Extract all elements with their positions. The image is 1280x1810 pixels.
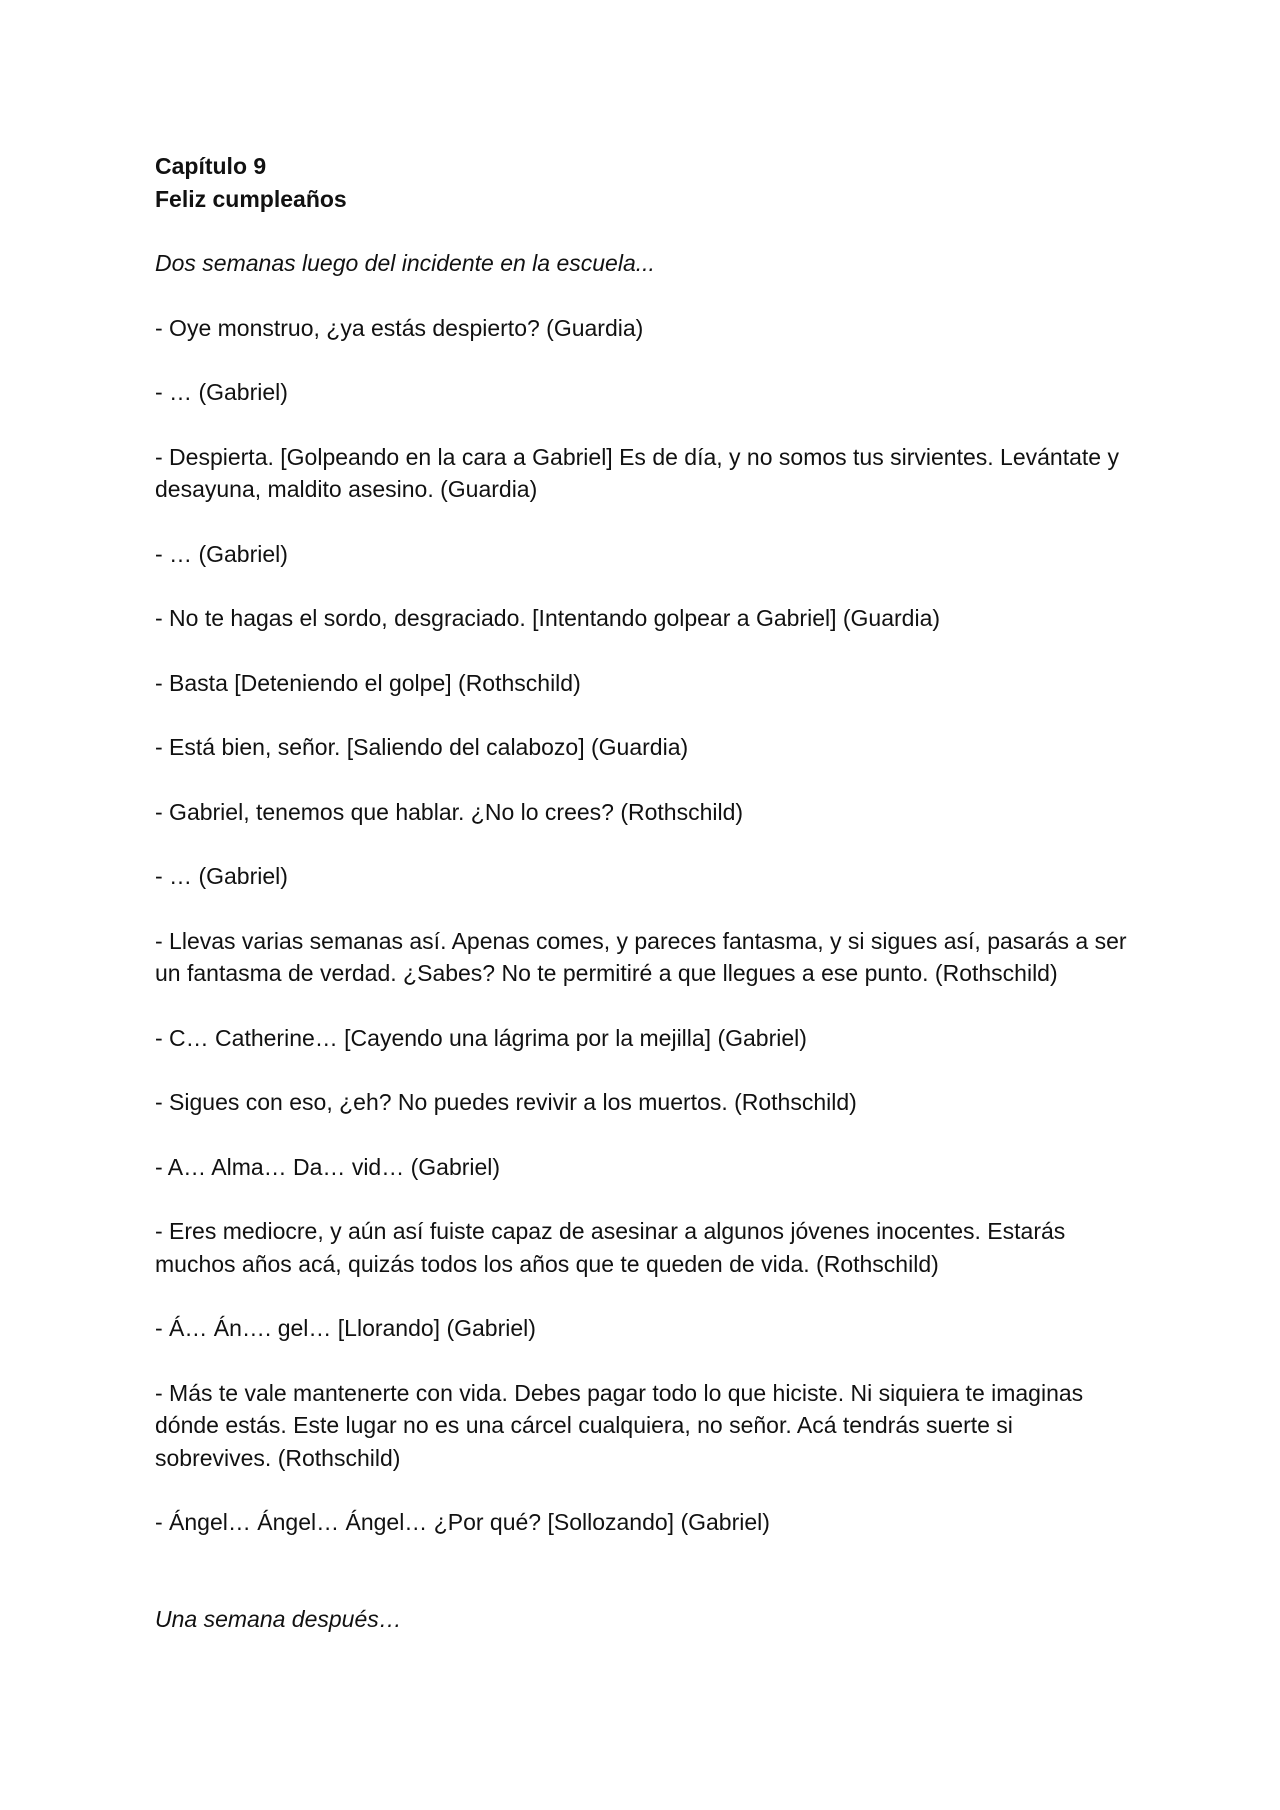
dialogue-paragraph: - Llevas varias semanas así. Apenas comes, y pareces fantasma, y si sigues así, pasarás a ser un fantasma de verdad. ¿Sabes? No te permitiré a que llegues a ese punto. (Rothschild) — [155, 927, 1127, 986]
outro-text: Una semana después… — [155, 1605, 402, 1632]
dialogue-paragraph: - Sigues con eso, ¿eh? No puedes revivir a los muertos. (Rothschild) — [155, 1089, 857, 1115]
dialogue-paragraph: - Basta [Deteniendo el golpe] (Rothschild) — [155, 669, 581, 696]
chapter-heading — [155, 150, 1135, 215]
dialogue-paragraph: - … (Gabriel) — [155, 863, 288, 889]
intro-text: Dos semanas luego del incidente en la escuela... — [155, 250, 655, 276]
dialogue-paragraph: - Gabriel, tenemos que hablar. ¿No lo crees? (Rothschild) — [155, 798, 744, 825]
dialogue-paragraph: - Más te vale mantenerte con vida. Debes pagar todo lo que hiciste. Ni siquiera te imaginas dónde estás. Este lugar no es una cárcel cualquiera, no señor. Acá tendrás suerte si sobrevives. (Rothschild) — [155, 1379, 1084, 1471]
dialogue-paragraph: - Ángel… Ángel… Ángel… ¿Por qué? [Sollozando] (Gabriel) — [155, 1509, 770, 1535]
dialogue-paragraph: - … (Gabriel) — [155, 540, 288, 567]
dialogue-paragraph: - Eres mediocre, y aún así fuiste capaz de asesinar a algunos jóvenes inocentes. Estarás muchos años acá, quizás todos los años que te queden de vida. (Rothschild) — [155, 1218, 1066, 1277]
dialogue-paragraph: - … (Gabriel) — [155, 379, 288, 405]
dialogue-paragraph: - Oye monstruo, ¿ya estás despierto? (Guardia) — [155, 314, 644, 341]
dialogue-paragraph: - No te hagas el sordo, desgraciado. [Intentando golpear a Gabriel] (Guardia) — [155, 605, 941, 631]
dialogue-paragraph: - Está bien, señor. [Saliendo del calabozo] (Guardia) — [155, 734, 689, 760]
dialogue-paragraph: - C… Catherine… [Cayendo una lágrima por la mejilla] (Gabriel) — [155, 1024, 807, 1051]
dialogue-paragraph: - A… Alma… Da… vid… (Gabriel) — [155, 1153, 501, 1180]
chapter-title: Capítulo 9 — [155, 153, 267, 179]
dialogue-paragraph: - Despierta. [Golpeando en la cara a Gabriel] Es de día, y no somos tus sirvientes. Levántate y desayuna, maldito asesino. (Guardia) — [155, 443, 1119, 502]
dialogue-paragraph: - Á… Án…. gel… [Llorando] (Gabriel) — [155, 1315, 536, 1341]
document-body — [155, 150, 1135, 1667]
chapter-subtitle: Feliz cumpleaños — [155, 185, 347, 212]
